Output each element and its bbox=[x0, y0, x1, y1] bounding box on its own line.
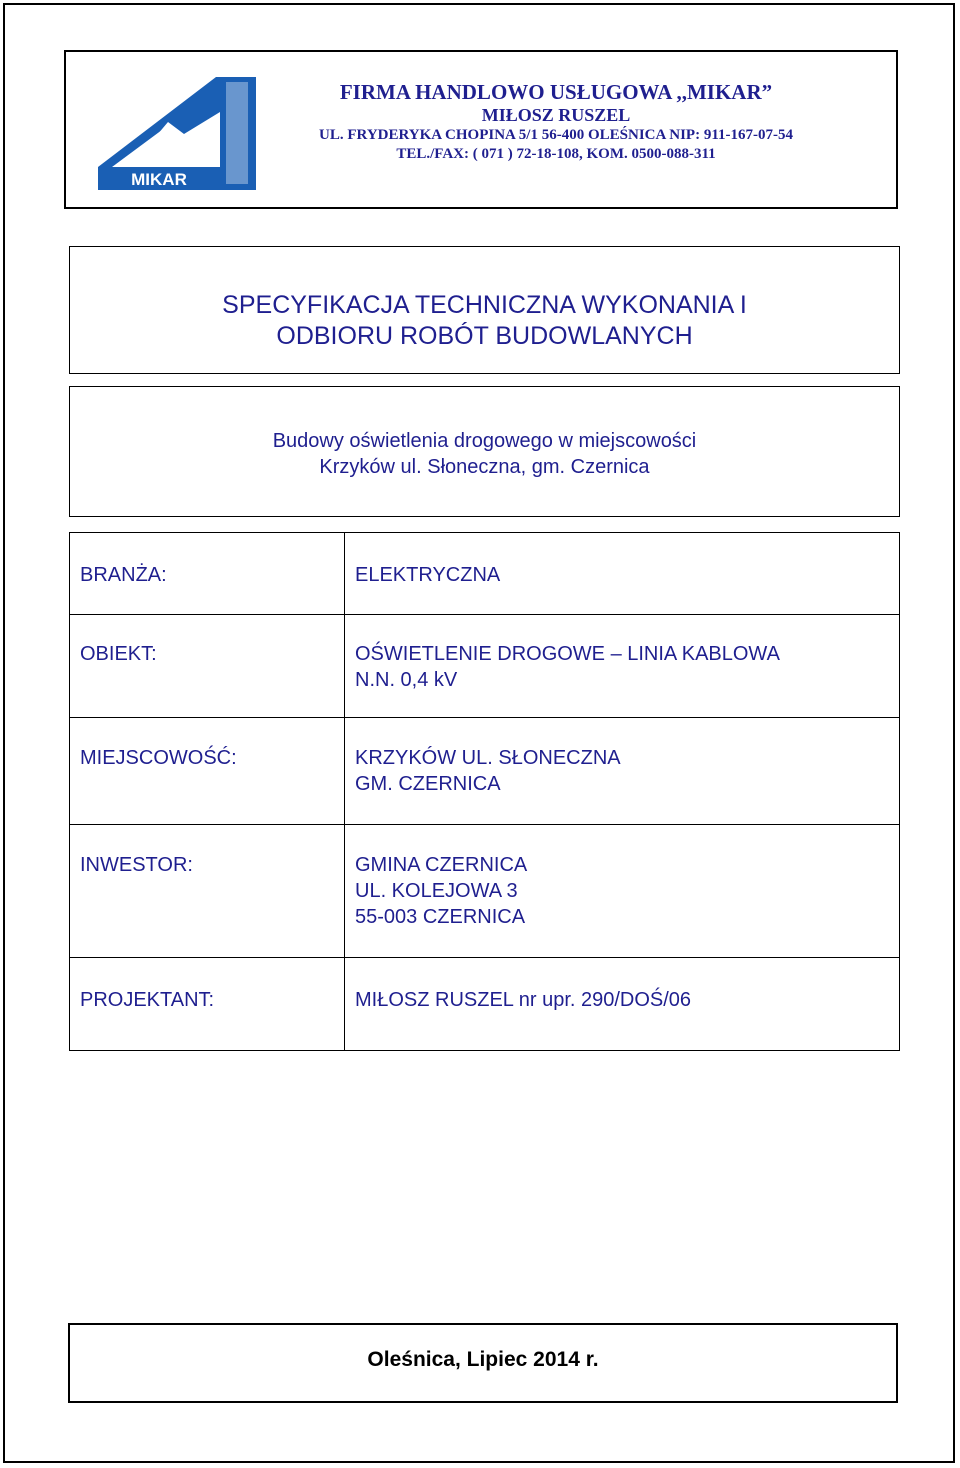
document-subject bbox=[69, 386, 900, 517]
row-label: MIEJSCOWOŚĆ: bbox=[70, 718, 345, 825]
table-row-miejscowosc bbox=[70, 718, 900, 825]
row-value bbox=[345, 533, 900, 615]
value-line: GM. CZERNICA bbox=[355, 773, 501, 795]
place-date: Oleśnica, Lipiec 2014 r. bbox=[367, 1348, 599, 1371]
row-label: OBIEKT: bbox=[70, 615, 345, 718]
value-line: GMINA CZERNICA bbox=[355, 854, 528, 876]
row-value bbox=[345, 958, 900, 1051]
row-label: PROJEKTANT: bbox=[70, 958, 345, 1051]
company-info bbox=[266, 80, 846, 164]
place-date-box bbox=[68, 1323, 898, 1403]
row-label: BRANŻA: bbox=[70, 533, 345, 615]
value-line: UL. KOLEJOWA 3 bbox=[355, 880, 518, 902]
row-value bbox=[345, 718, 900, 825]
value-line: KRZYKÓW UL. SŁONECZNA bbox=[355, 747, 621, 769]
company-contact: TEL./FAX: ( 071 ) 72-18-108, KOM. 0500-088-311 bbox=[396, 146, 716, 162]
logo-text: MIKAR bbox=[131, 170, 187, 189]
subject-line-2: Krzyków ul. Słoneczna, gm. Czernica bbox=[319, 456, 650, 478]
company-address: UL. FRYDERYKA CHOPINA 5/1 56-400 OLEŚNICA NIP: 911-167-07-54 bbox=[319, 127, 793, 143]
row-label: INWESTOR: bbox=[70, 825, 345, 958]
table-row-branza bbox=[70, 533, 900, 615]
title-line-1: SPECYFIKACJA TECHNICZNA WYKONANIA I bbox=[222, 291, 747, 319]
value-line: OŚWIETLENIE DROGOWE – LINIA KABLOWA bbox=[355, 643, 780, 665]
row-value bbox=[345, 825, 900, 958]
value-line: MIŁOSZ RUSZEL nr upr. 290/DOŚ/06 bbox=[355, 989, 692, 1011]
document-title bbox=[69, 246, 900, 374]
table-row-inwestor bbox=[70, 825, 900, 958]
info-table bbox=[69, 532, 900, 1051]
value-line: 55-003 CZERNICA bbox=[355, 906, 526, 928]
row-value bbox=[345, 615, 900, 718]
company-name: FIRMA HANDLOWO USŁUGOWA ,,MIKAR” bbox=[339, 80, 773, 104]
subject-line-1: Budowy oświetlenia drogowego w miejscowości bbox=[272, 430, 697, 452]
company-header bbox=[64, 50, 898, 209]
mikar-logo bbox=[98, 72, 258, 192]
table-row-obiekt bbox=[70, 615, 900, 718]
company-owner: MIŁOSZ RUSZEL bbox=[481, 105, 631, 125]
value-line: ELEKTRYCZNA bbox=[355, 564, 501, 586]
value-line: N.N. 0,4 kV bbox=[355, 669, 458, 691]
table-row-projektant bbox=[70, 958, 900, 1051]
title-line-2: ODBIORU ROBÓT BUDOWLANYCH bbox=[276, 322, 693, 350]
